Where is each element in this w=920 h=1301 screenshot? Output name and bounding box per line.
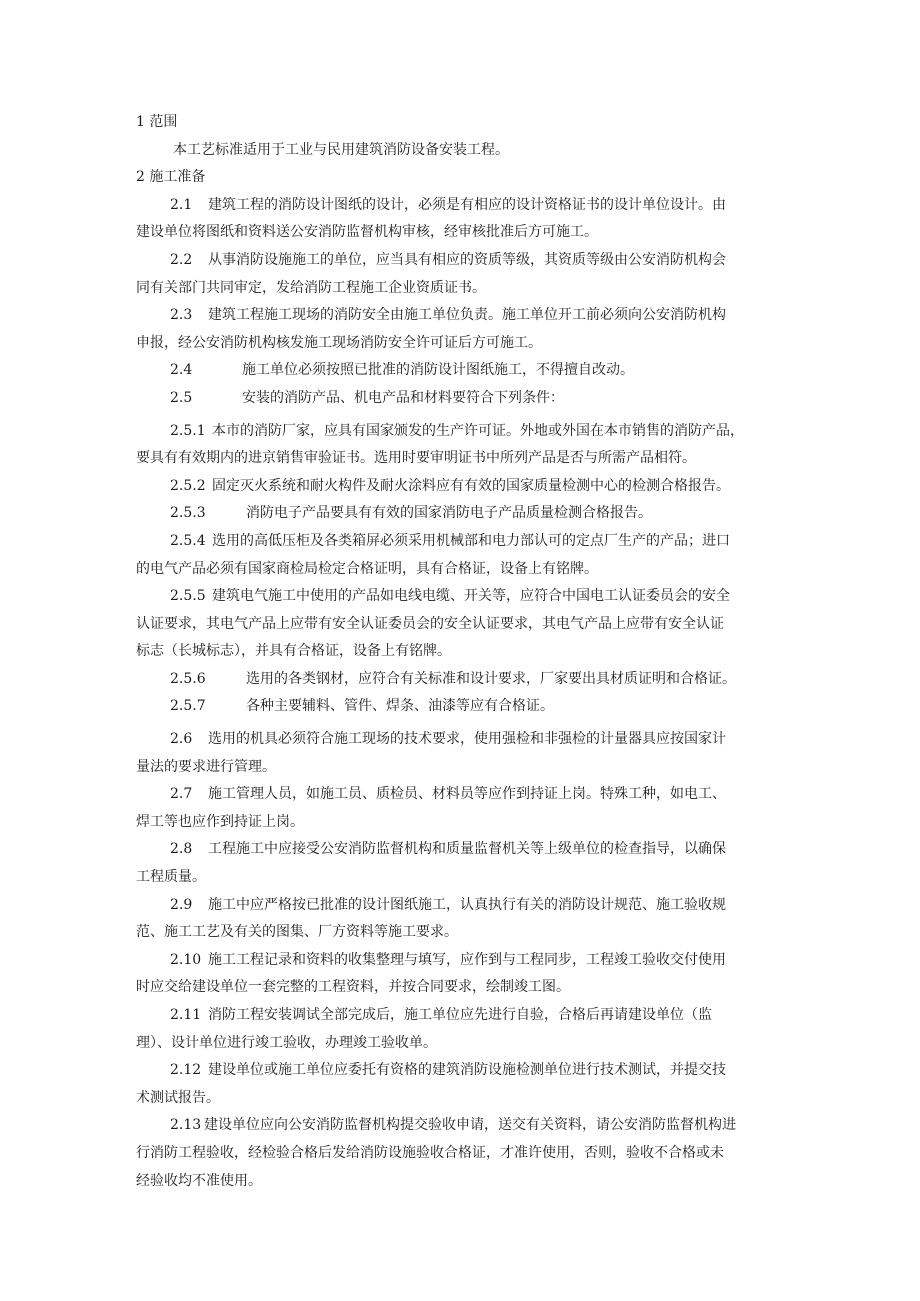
clause-2-11 (136, 1002, 796, 1057)
clause-text: 施工工程记录和资料的收集整理与填写，应作到与工程同步，工程竣工验收交付使用 (208, 951, 726, 968)
clause-number: 2.9 (170, 896, 193, 913)
clause-2-10 (136, 947, 796, 1002)
clause-text: 固定灭火系统和耐火构件及耐火涂料应有有效的国家质量检测中心的检测合格报告。 (212, 477, 730, 494)
clause-text: 建设单位应向公安消防监督机构提交验收申请，送交有关资料，请公安消防监督机构进 (204, 1117, 736, 1134)
clause-2-5-1 (136, 418, 796, 473)
clause-text-cont: 要具有有效期内的进京销售审验证书。选用时要审明证书中所列产品是否与所需产品相符。 (136, 450, 696, 467)
clause-text-cont: 经验收均不准使用。 (136, 1172, 262, 1189)
clause-text: 选用的各类钢材，应符合有关标准和设计要求，厂家要出具材质证明和合格证。 (246, 670, 736, 687)
clause-text: 安装的消防产品、机电产品和材料要符合下列条件： (242, 389, 564, 406)
clause-2-5-4 (136, 528, 796, 583)
clause-2-8 (136, 836, 796, 891)
clause-2-5-6 (136, 666, 796, 694)
clause-text-cont: 申报，经公安消防机构核发施工现场消防安全许可证后方可施工。 (136, 334, 542, 351)
clause-text-cont: 认证要求，其电气产品上应带有安全认证委员会的安全认证要求，其电气产品上应带有安全认证 (136, 615, 724, 632)
clause-text: 施工管理人员，如施工员、质检员、材料员等应作到持证上岗。特殊工种，如电工、 (208, 786, 726, 803)
section-title-scope: 1 范围 (136, 114, 178, 130)
clause-2-9 (136, 892, 796, 947)
clause-text: 施工单位必须按照已批准的消防设计图纸施工，不得擅自改动。 (242, 362, 634, 379)
clause-number: 2.5.4 (170, 532, 206, 549)
clause-number: 2.3 (170, 307, 193, 324)
clause-2-5-5 (136, 583, 796, 666)
clause-number: 2.2 (170, 251, 193, 268)
clause-text: 施工中应严格按已批准的设计图纸施工，认真执行有关的消防设计规范、施工验收规 (208, 896, 726, 913)
clause-2-12 (136, 1057, 796, 1112)
clause-text: 从事消防设施施工的单位，应当具有相应的资质等级，其资质等级由公安消防机构会 (208, 251, 726, 268)
clause-number: 2.11 (170, 1007, 202, 1023)
clause-number: 2.10 (170, 951, 202, 968)
clause-2-7 (136, 781, 796, 836)
scope-body: 本工艺标准适用于工业与民用建筑消防设备安装工程。 (173, 141, 509, 158)
clause-number: 2.5.1 (170, 422, 206, 439)
clause-2-5-2 (136, 473, 796, 501)
clause-text: 建筑工程施工现场的消防安全由施工单位负责。施工单位开工前必须向公安消防机构 (208, 307, 726, 324)
clause-number: 2.13 (170, 1117, 202, 1134)
clause-2-6 (136, 726, 796, 781)
section-title-preparation: 2 施工准备 (136, 169, 206, 186)
clause-text-cont: 工程质量。 (136, 869, 206, 886)
clause-text: 各种主要辅料、管件、焊条、油漆等应有合格证。 (246, 698, 554, 715)
clause-2-5-3 (136, 500, 796, 528)
clause-text: 工程施工中应接受公安消防监督机构和质量监督机关等上级单位的检查指导，以确保 (208, 841, 726, 858)
clause-2-4 (136, 357, 796, 385)
clause-number: 2.5.3 (170, 505, 206, 522)
clause-text-cont: 同有关部门共同审定，发给消防工程施工企业资质证书。 (136, 279, 486, 296)
clause-number: 2.7 (170, 786, 193, 803)
clause-2-5 (136, 385, 796, 413)
clause-text: 建筑电气施工中使用的产品如电线电缆、开关等，应符合中国电工认证委员会的安全 (212, 588, 730, 605)
document-page (136, 109, 796, 1195)
clause-text: 选用的高低压柜及各类箱屏必须采用机械部和电力部认可的定点厂生产的产品；进口 (212, 532, 730, 549)
clause-text: 选用的机具必须符合施工现场的技术要求，使用强检和非强检的计量器具应按国家计 (208, 731, 726, 748)
clause-number: 2.5.7 (170, 698, 206, 715)
clause-number: 2.12 (170, 1062, 202, 1079)
clause-number: 2.5 (170, 389, 193, 406)
clause-text-cont: 标志（长城标志），并具有合格证，设备上有铭牌。 (136, 643, 451, 660)
clause-number: 2.4 (170, 362, 193, 379)
clause-number: 2.5.5 (170, 588, 206, 605)
clause-2-5-7 (136, 693, 796, 721)
clause-2-3 (136, 302, 796, 357)
clause-text-cont: 术测试报告。 (136, 1089, 220, 1106)
clause-number: 2.1 (170, 196, 193, 213)
clause-2-1 (136, 192, 796, 247)
clause-2-13 (136, 1112, 796, 1195)
clause-2-2 (136, 247, 796, 302)
clause-text-cont: 焊工等也应作到持证上岗。 (136, 813, 304, 830)
clause-text-cont: 建设单位将图纸和资料送公安消防监督机构审核，经审核批准后方可施工。 (136, 224, 598, 241)
clause-text-cont: 时应交给建设单位一套完整的工程资料，并按合同要求，绘制竣工图。 (136, 979, 570, 996)
clause-text: 消防工程安装调试全部完成后，施工单位应先进行自验，合格后再请建设单位（监 (208, 1007, 712, 1023)
clause-text-cont: 行消防工程验收，经检验合格后发给消防设施验收合格证，才准许使用，否则，验收不合格或未 (136, 1144, 724, 1161)
clause-number: 2.8 (170, 841, 193, 858)
clause-number: 2.5.6 (170, 670, 206, 687)
clause-text-cont: 理）、设计单位进行竣工验收，办理竣工验收单。 (136, 1034, 437, 1051)
clause-number: 2.5.2 (170, 477, 206, 494)
clause-text: 本市的消防厂家，应具有国家颁发的生产许可证。外地或外国在本市销售的消防产品， (212, 422, 744, 439)
clause-text: 建设单位或施工单位应委托有资格的建筑消防设施检测单位进行技术测试，并提交技 (208, 1062, 726, 1079)
clause-text-cont: 范、施工工艺及有关的图集、厂方资料等施工要求。 (136, 924, 458, 941)
clause-number: 2.6 (170, 731, 193, 748)
clause-text-cont: 量法的要求进行管理。 (136, 758, 276, 775)
clause-text: 建筑工程的消防设计图纸的设计，必须是有相应的设计资格证书的设计单位设计。由 (208, 196, 726, 213)
clause-text: 消防电子产品要具有有效的国家消防电子产品质量检测合格报告。 (246, 505, 652, 522)
clause-text-cont: 的电气产品必须有国家商检局检定合格证明，具有合格证，设备上有铭牌。 (136, 560, 598, 577)
